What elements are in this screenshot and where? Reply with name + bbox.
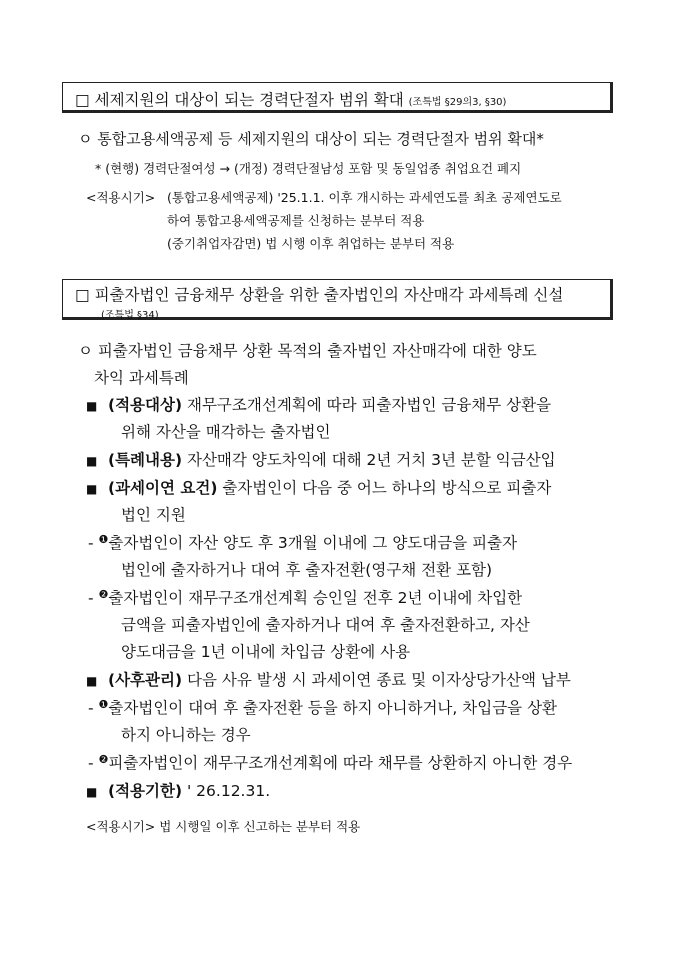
- checkbox-square-icon: □: [75, 286, 90, 304]
- section2-effective-text: 법 시행일 이후 신고하는 분부터 적용: [159, 819, 361, 834]
- section2-bullet-line2: 차익 과세특례: [94, 369, 189, 387]
- sub-item-2-cont2: 양도대금을 1년 이내에 차입금 상환에 사용: [121, 643, 411, 661]
- circle-bullet-icon: ㅇ: [78, 130, 93, 148]
- sub-item-4: [88, 751, 572, 773]
- item-label: (사후관리): [108, 671, 183, 689]
- item-text: 다음 사유 발생 시 과세이연 종료 및 이자상당가산액 납부: [182, 671, 571, 689]
- circled-number-1-icon: ❶: [98, 698, 109, 711]
- item-label: (적용기한): [108, 782, 183, 800]
- sub-item-1: [88, 531, 517, 553]
- section1-effective-label: <적용시기>: [86, 190, 156, 205]
- item-apply-target: [86, 393, 551, 415]
- sub-item-3: [88, 696, 557, 718]
- item-deferral-requirement-cont: 법인 지원: [121, 506, 186, 524]
- item-text: 재무구조개선계획에 따라 피출자법인 금융채무 상환을: [182, 396, 552, 414]
- section2-title-line: [75, 283, 563, 305]
- item-label: (과세이연 요건): [108, 479, 218, 497]
- section1-effective-line3: (중기취업자감면) 법 시행 이후 취업하는 분부터 적용: [167, 236, 455, 251]
- dash-mark: -: [88, 699, 94, 717]
- square-bullet-icon: ■: [86, 674, 98, 688]
- section2-title: 피출자법인 금융채무 상환을 위한 출자법인의 자산매각 과세특례 신설: [94, 286, 564, 304]
- item-text: 자산매각 양도차익에 대해 2년 거치 3년 분할 익금산입: [182, 451, 556, 469]
- section1-effective-line1: (통합고용세액공제) '25.1.1. 이후 개시하는 과세연도를 최초 공제연도로: [167, 190, 562, 205]
- sub-item-1-cont: 법인에 출자하거나 대여 후 출자전환(영구채 전환 포함): [121, 561, 493, 579]
- circled-number-1-icon: ❶: [98, 533, 109, 546]
- section1-note: * (현행) 경력단절여성 → (개정) 경력단절남성 포함 및 동일업종 취업요건 폐지: [95, 161, 522, 176]
- dash-mark: -: [88, 534, 94, 552]
- item-deferral-requirement: [86, 476, 551, 498]
- sub-item-text: 출자법인이 재무구조개선계획 승인일 전후 2년 이내에 차입한: [108, 589, 523, 607]
- circle-bullet-icon: ㅇ: [78, 342, 93, 360]
- section2-bullet-text: 피출자법인 금융채무 상환 목적의 출자법인 자산매각에 대한 양도: [97, 342, 537, 360]
- square-bullet-icon: ■: [86, 785, 98, 799]
- sub-item-text: 출자법인이 대여 후 출자전환 등을 하지 아니하거나, 차입금을 상환: [108, 699, 558, 717]
- square-bullet-icon: ■: [86, 399, 98, 413]
- item-label: (특례내용): [108, 451, 183, 469]
- section2-effective: [86, 817, 360, 835]
- item-special-content: [86, 448, 556, 470]
- section2-law-ref: (조특법 §34): [101, 310, 159, 321]
- section1-title-line: [75, 88, 506, 110]
- section2-bullet-line1: [78, 339, 537, 361]
- square-bullet-icon: ■: [86, 454, 98, 468]
- item-expiry: [86, 779, 270, 801]
- dash-mark: -: [88, 589, 94, 607]
- section1-bullet: [78, 128, 544, 149]
- circled-number-2-icon: ❷: [98, 753, 109, 766]
- circled-number-2-icon: ❷: [98, 588, 109, 601]
- sub-item-2: [88, 586, 522, 608]
- square-bullet-icon: ■: [86, 482, 98, 496]
- item-post-management: [86, 668, 571, 690]
- item-text: 출자법인이 다음 중 어느 하나의 방식으로 피출자: [217, 479, 552, 497]
- sub-item-text: 출자법인이 자산 양도 후 3개월 이내에 그 양도대금을 피출자: [108, 534, 518, 552]
- item-label: (적용대상): [108, 396, 183, 414]
- sub-item-2-cont1: 금액을 피출자법인에 출자하거나 대여 후 출자전환하고, 자산: [121, 616, 530, 634]
- section2-header-box: [62, 279, 613, 320]
- section1-header-box: [62, 82, 613, 113]
- section1-title: 세제지원의 대상이 되는 경력단절자 범위 확대: [94, 91, 404, 109]
- dash-mark: -: [88, 754, 94, 772]
- section2-effective-label: <적용시기>: [86, 819, 156, 834]
- item-apply-target-cont: 위해 자산을 매각하는 출자법인: [121, 423, 331, 441]
- sub-item-text: 피출자법인이 재무구조개선계획에 따라 채무를 상환하지 아니한 경우: [108, 754, 573, 772]
- section1-effective-line2: 하여 통합고용세액공제를 신청하는 분부터 적용: [167, 213, 425, 228]
- section1-bullet-text: 통합고용세액공제 등 세제지원의 대상이 되는 경력단절자 범위 확대*: [97, 130, 544, 148]
- sub-item-3-cont: 하지 아니하는 경우: [121, 726, 251, 744]
- section1-law-ref: (조특법 §29의3, §30): [408, 97, 507, 108]
- checkbox-square-icon: □: [75, 91, 90, 109]
- item-text: ' 26.12.31.: [182, 782, 271, 800]
